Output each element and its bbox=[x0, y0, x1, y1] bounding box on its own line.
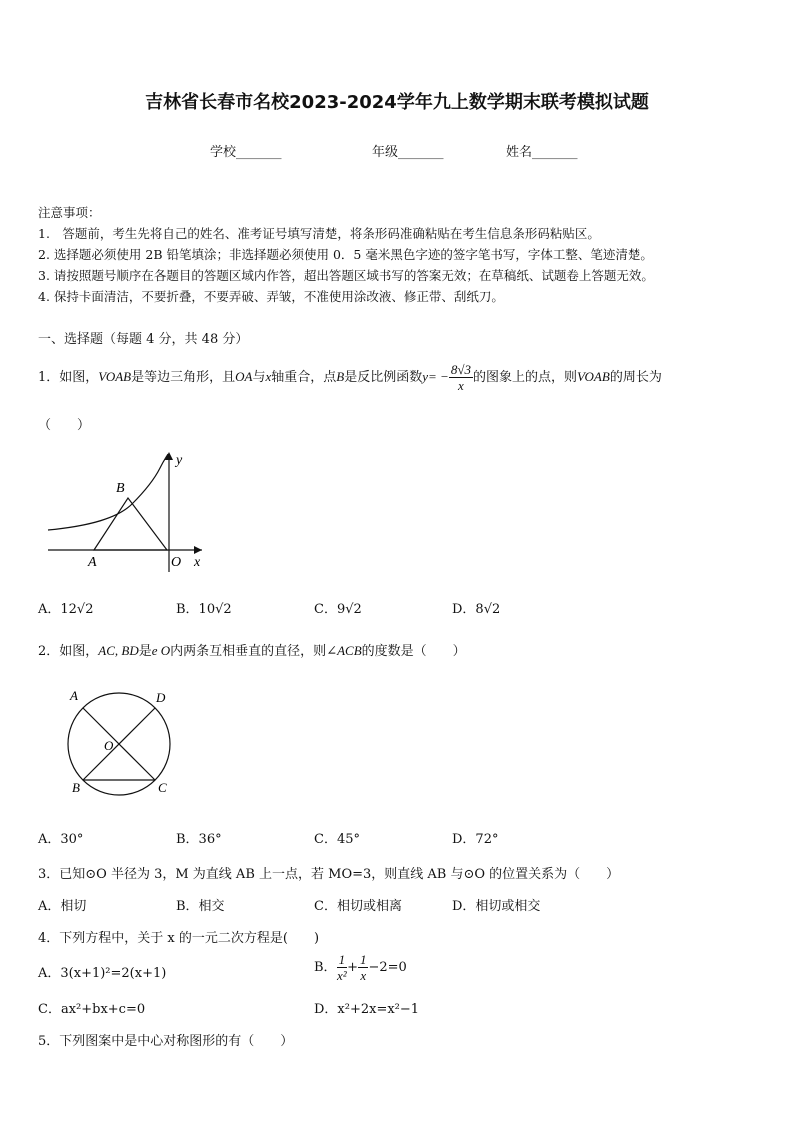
q1-math: OA bbox=[235, 369, 253, 384]
q2-fig-label-b: B bbox=[72, 780, 80, 795]
question-1 bbox=[38, 360, 662, 395]
q1-fig-label-b: B bbox=[116, 481, 125, 496]
question-2 bbox=[38, 640, 466, 659]
notice-item: 3. 请按照题号顺序在各题目的答题区域内作答，超出答题区域书写的答案无效；在草稿纸、试题卷上答题无效。 bbox=[38, 268, 654, 283]
q1-math: VOAB bbox=[98, 369, 132, 384]
q1-answer-paren: （ ） bbox=[38, 418, 91, 433]
school-field: 学校_______ bbox=[210, 145, 282, 160]
q1-text: 1．如图， bbox=[38, 370, 99, 385]
q2-text: 2．如图， bbox=[38, 644, 99, 659]
q1-text: 与 bbox=[252, 370, 266, 385]
name-field: 姓名_______ bbox=[506, 145, 578, 160]
q1-fig-label-y: y bbox=[176, 453, 183, 468]
q4-option-b bbox=[314, 952, 407, 983]
q1-text: 是反比例函数 bbox=[344, 370, 423, 385]
q1-fraction-denominator: x bbox=[458, 378, 464, 393]
q2-math: ∠ACB bbox=[326, 643, 362, 658]
q2-figure bbox=[58, 684, 188, 804]
q1-option-a: A．12√2 bbox=[38, 602, 94, 617]
question-4: 4．下列方程中，关于 x 的一元二次方程是( ) bbox=[38, 931, 320, 946]
q2-text: 是 bbox=[138, 644, 152, 659]
q1-math: = − bbox=[428, 369, 449, 384]
q1-fig-label-x: x bbox=[194, 555, 201, 570]
q2-fig-label-o: O bbox=[104, 738, 114, 753]
notice-item: 1. 答题前，考生先将自己的姓名、准考证号填写清楚，将条形码准确粘贴在考生信息条形码粘贴区。 bbox=[38, 226, 600, 241]
q1-figure bbox=[40, 448, 220, 578]
q1-math: x bbox=[265, 369, 272, 384]
question-3: 3．已知⊙O 半径为 3，M 为直线 AB 上一点，若 MO=3，则直线 AB 与⊙O 的位置关系为（ ） bbox=[38, 867, 620, 882]
q2-option-d: D．72° bbox=[452, 832, 499, 847]
q3-option-a: A．相切 bbox=[38, 899, 87, 914]
q4-b-fraction-1 bbox=[337, 952, 348, 983]
q2-math: AC, BD bbox=[98, 643, 139, 658]
q3-option-d: D．相切或相交 bbox=[452, 899, 541, 914]
q1-math: VOAB bbox=[576, 369, 610, 384]
q1-text: 的图象上的点，则 bbox=[472, 370, 577, 385]
q1-fig-label-a: A bbox=[88, 555, 97, 570]
section-heading: 一、选择题（每题 4 分，共 48 分） bbox=[38, 332, 249, 347]
q1-math: y bbox=[422, 369, 429, 384]
question-5: 5．下列图案中是中心对称图形的有（ ） bbox=[38, 1034, 294, 1049]
q2-fig-label-c: C bbox=[158, 780, 167, 795]
q4-b-label: B． bbox=[314, 960, 337, 975]
q2-math: e O bbox=[151, 643, 171, 658]
notice-item: 4. 保持卡面清洁，不要折叠，不要弄破、弄皱，不准使用涂改液、修正带、刮纸刀。 bbox=[38, 289, 504, 304]
q1-option-c: C．9√2 bbox=[314, 602, 362, 617]
q3-option-b: B．相交 bbox=[176, 899, 225, 914]
q1-fig-label-o: O bbox=[171, 555, 182, 570]
q4-b-denominator: x² bbox=[336, 968, 347, 983]
q4-b-denominator: x bbox=[360, 968, 367, 983]
q2-option-b: B．36° bbox=[176, 832, 222, 847]
q1-fraction-numerator: 8√3 bbox=[450, 362, 471, 377]
q1-option-d: D．8√2 bbox=[452, 602, 501, 617]
q2-text: 的度数是（ ） bbox=[361, 644, 466, 659]
q4-b-numerator: 1 bbox=[359, 952, 367, 967]
page-title: 吉林省长春市名校2023-2024学年九上数学期末联考模拟试题 bbox=[145, 92, 649, 113]
q4-b-plus: + bbox=[347, 960, 358, 975]
q1-text: 是等边三角形，且 bbox=[131, 370, 236, 385]
q3-option-c: C．相切或相离 bbox=[314, 899, 402, 914]
q4-option-d: D．x²+2x=x²−1 bbox=[314, 1002, 420, 1017]
notice-heading: 注意事项： bbox=[38, 205, 101, 220]
q1-fraction bbox=[449, 362, 473, 393]
q2-option-a: A．30° bbox=[38, 832, 84, 847]
q1-text: 的周长为 bbox=[609, 370, 662, 385]
q2-fig-label-d: D bbox=[156, 690, 166, 705]
q2-text: 内两条互相垂直的直径，则 bbox=[170, 644, 327, 659]
q1-option-b: B．10√2 bbox=[176, 602, 232, 617]
q4-b-numerator: 1 bbox=[338, 952, 346, 967]
grade-field: 年级_______ bbox=[372, 145, 444, 160]
q1-text: 轴重合，点 bbox=[271, 370, 337, 385]
q4-option-a: A．3(x+1)²=2(x+1) bbox=[38, 966, 167, 981]
q2-fig-label-a: A bbox=[70, 688, 78, 703]
q4-b-fraction-2 bbox=[358, 952, 369, 983]
q2-option-c: C．45° bbox=[314, 832, 360, 847]
q4-option-c: C．ax²+bx+c=0 bbox=[38, 1002, 146, 1017]
notice-item: 2. 选择题必须使用 2B 铅笔填涂；非选择题必须使用 0．5 毫米黑色字迹的签字笔书写，字体工整、笔迹清楚。 bbox=[38, 247, 653, 262]
q1-math: B bbox=[336, 369, 345, 384]
q4-b-rest: −2=0 bbox=[368, 960, 407, 975]
